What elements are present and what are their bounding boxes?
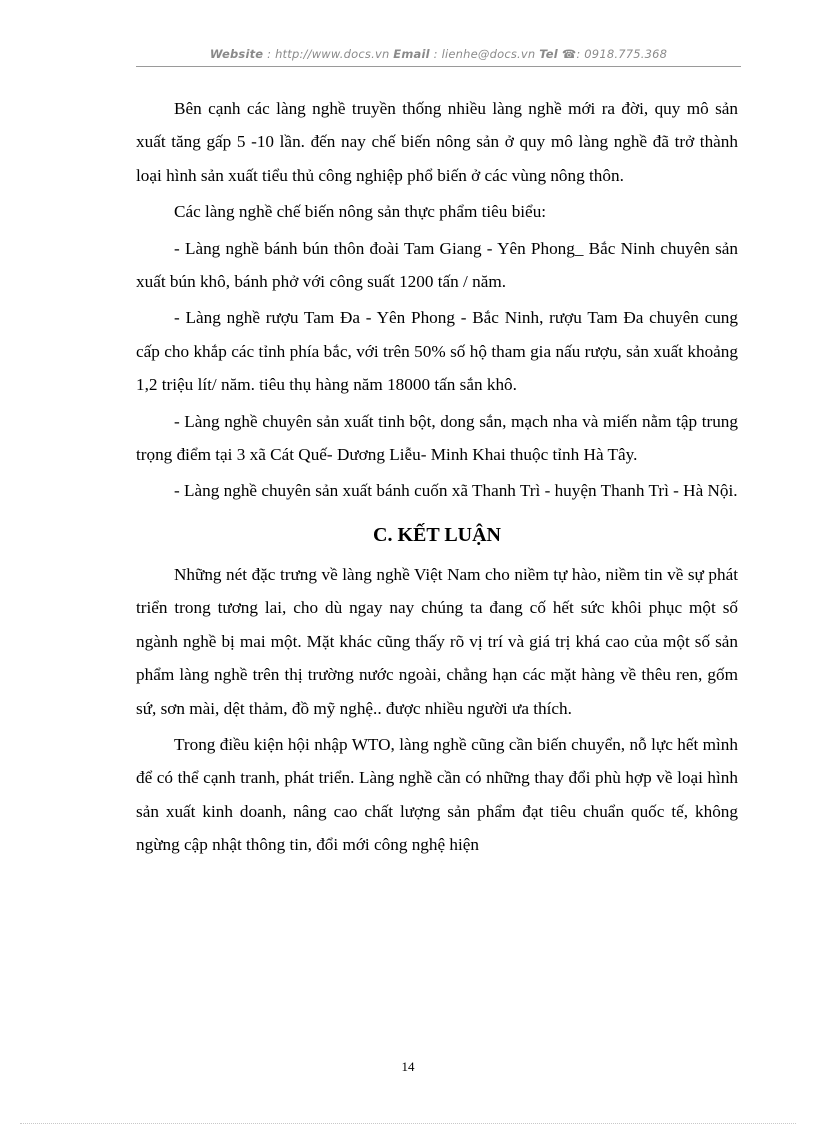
list-item: - Làng nghề bánh bún thôn đoài Tam Giang - Yên Phong_ Bắc Ninh chuyên sản xuất bún khô, bánh phở với công suất 1200 tấn / năm.: [136, 238, 738, 292]
list-item: - Làng nghề chuyên sản xuất tinh bột, dong sắn, mạch nha và miến nằm tập trung trọng điểm tại 3 xã Cát Quế- Dương Liễu- Minh Khai thuộc tỉnh Hà Tây.: [136, 411, 738, 465]
page-header: [136, 47, 741, 61]
tel-label: Tel: [539, 47, 558, 61]
email-label: Email: [393, 47, 430, 61]
list-item: - Làng nghề rượu Tam Đa - Yên Phong - Bắc Ninh, rượu Tam Đa chuyên cung cấp cho khắp các tỉnh phía bắc, với trên 50% số hộ tham gia nấu rượu, sản xuất khoảng 1,2 triệu lít/ năm. tiêu thụ hàng năm 18000 tấn sắn khô.: [136, 308, 738, 395]
tel-value: : 0918.775.368: [576, 47, 668, 61]
phone-icon: ☎: [561, 47, 577, 61]
header-divider: [136, 66, 741, 67]
page-body: [136, 92, 738, 865]
paragraph: Những nét đặc trưng về làng nghề Việt Nam cho niềm tự hào, niềm tin về sự phát triển trong tương lai, cho dù ngay nay chúng ta đang cố hết sức khôi phục một số ngành nghề bị mai một. Mặt khác cũng thấy rõ vị trí và giá trị khá cao của một số sản phẩm làng nghề trên thị trường nước ngoài, chẳng hạn các mặt hàng về thêu ren, gốm sứ, sơn mài, dệt thảm, đồ mỹ nghệ.. được nhiều người ưa thích.: [136, 564, 738, 718]
paragraph: Các làng nghề chế biến nông sản thực phẩm tiêu biểu:: [174, 202, 547, 222]
website-label: Website: [209, 47, 264, 61]
section-heading: C. KẾT LUẬN: [373, 523, 501, 546]
page-number: 14: [401, 1059, 415, 1074]
paragraph: Bên cạnh các làng nghề truyền thống nhiều làng nghề mới ra đời, quy mô sản xuất tăng gấp 5 -10 lần. đến nay chế biến nông sản ở quy mô làng nghề đã trở thành loại hình sản xuất tiểu thủ công nghiệp phổ biến ở các vùng nông thôn.: [136, 99, 738, 185]
website-value: : http://www.docs.vn: [267, 47, 390, 61]
list-item: - Làng nghề chuyên sản xuất bánh cuốn xã Thanh Trì - huyện Thanh Trì - Hà Nội.: [174, 481, 738, 501]
email-value: : lienhe@docs.vn: [433, 47, 536, 61]
paragraph: Trong điều kiện hội nhập WTO, làng nghề cũng cần biến chuyển, nỗ lực hết mình để có thể cạnh tranh, phát triển. Làng nghề cần có những thay đổi phù hợp về loại hình sản xuất kinh doanh, nâng cao chất lượng sản phẩm đạt tiêu chuẩn quốc tế, không ngừng cập nhật thông tin, đổi mới công nghệ hiện: [136, 734, 738, 855]
